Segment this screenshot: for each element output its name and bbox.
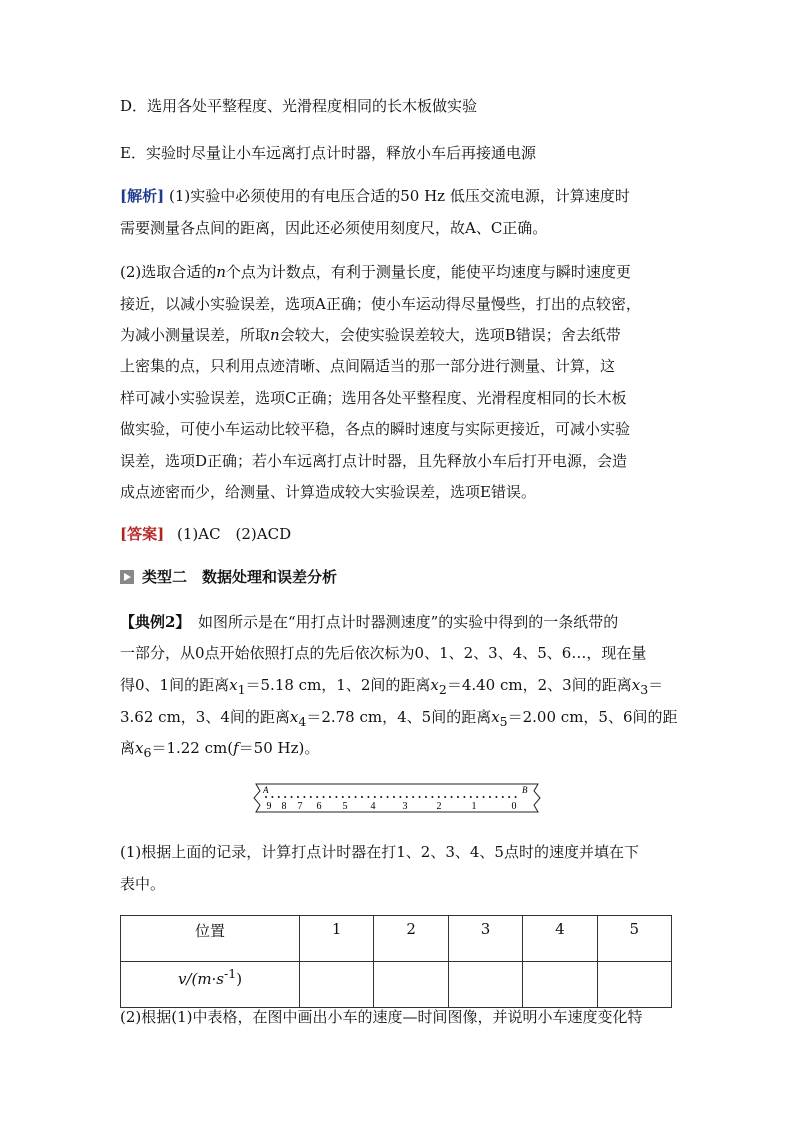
tape-number: 6: [316, 801, 322, 812]
analysis-line-2: 需要测量各点间的距离，因此还必须使用刻度尺，故A、C正确。: [120, 219, 548, 237]
tape-dot: [310, 796, 312, 798]
answer-line: [120, 524, 291, 544]
tape-dot: [387, 796, 389, 798]
velocity-table: [120, 915, 672, 1008]
tape-number: 5: [342, 801, 348, 812]
analysis-text-1a: (1)实验中必须使用的有电压合适的50 Hz 低压交流电源，计算速度时: [168, 187, 630, 205]
table-header-position: 位置: [121, 916, 300, 962]
tape-dot: [380, 796, 382, 798]
var-f: f: [233, 739, 239, 757]
tape-number: 8: [281, 801, 287, 812]
tape-number: 9: [266, 801, 272, 812]
tape-dot: [367, 796, 369, 798]
tape-dot: [271, 796, 273, 798]
tape-number: 7: [297, 801, 303, 812]
play-icon: [120, 570, 134, 584]
analysis-tag: [解析]: [120, 187, 165, 205]
example-5b: ＝1.22 cm(: [151, 739, 234, 757]
var-x2: x: [430, 676, 439, 694]
tape-label-a: A: [263, 785, 269, 795]
tape-dot: [297, 796, 299, 798]
analysis-line-8: 做实验，可使小车运动比较平稳，各点的瞬时速度与实际更接近，可减小实验: [120, 420, 631, 438]
var-n: n: [270, 326, 280, 344]
example-text-1: 如图所示是在“用打点计时器测速度”的实验中得到的一条纸带的: [182, 613, 619, 631]
example-tag: 【典例2】: [120, 613, 183, 631]
table-cell-pos-4: 4: [523, 916, 597, 962]
tape-dot: [451, 796, 453, 798]
sub-3: 3: [640, 682, 649, 697]
example-3c: ＝4.40 cm，2、3间的距离: [446, 676, 632, 694]
velocity-close: ): [236, 970, 243, 988]
example-line-1: [120, 612, 618, 632]
table-row: [121, 916, 672, 962]
question-1-line-2: 表中。: [120, 875, 166, 893]
tape-dot: [342, 796, 344, 798]
table-cell-v-3[interactable]: [448, 962, 522, 1008]
example-line-5: [120, 738, 319, 763]
tape-number: 2: [436, 801, 442, 812]
analysis-line-9: 误差，选项D正确；若小车远离打点计时器，且先释放小车后打开电源，会造: [120, 452, 628, 470]
analysis-line-5: [120, 325, 621, 345]
tape-dot: [515, 796, 517, 798]
tape-dot: [335, 796, 337, 798]
analysis-line-10: 成点迹密而少，给测量、计算造成较大实验误差，选项E错误。: [120, 483, 536, 501]
example-3b: ＝5.18 cm，1、2间的距离: [245, 676, 431, 694]
tape-dot: [419, 796, 421, 798]
table-cell-pos-3: 3: [448, 916, 522, 962]
example-4b: ＝2.78 cm，4、5间的距离: [306, 708, 492, 726]
tape-number: 3: [402, 801, 408, 812]
example-line-3: [120, 675, 663, 700]
answer-text: (1)AC (2)ACD: [176, 525, 292, 543]
var-x5: x: [491, 708, 500, 726]
tape-dot: [444, 796, 446, 798]
table-cell-v-4[interactable]: [523, 962, 597, 1008]
var-n: n: [216, 263, 226, 281]
tape-dot: [291, 796, 293, 798]
table-cell-v-5[interactable]: [597, 962, 671, 1008]
analysis-line-1: [120, 186, 630, 206]
tape-dot: [265, 796, 267, 798]
tape-dot: [508, 796, 510, 798]
tape-dot: [303, 796, 305, 798]
analysis-line-3: [120, 262, 631, 282]
tape-dot: [316, 796, 318, 798]
option-d: D．选用各处平整程度、光滑程度相同的长木板做实验: [120, 97, 478, 115]
tape-number: 1: [471, 801, 477, 812]
tape-dot: [278, 796, 280, 798]
tape-dot: [284, 796, 286, 798]
example-line-2: 一部分，从0点开始依照打点的先后依次标为0、1、2、3、4、5、6…，现在量: [120, 644, 647, 662]
var-x6: x: [135, 739, 144, 757]
tape-dot: [399, 796, 401, 798]
tape-dot: [425, 796, 427, 798]
sub-2: 2: [438, 682, 447, 697]
tape-dot: [361, 796, 363, 798]
tape-dot: [431, 796, 433, 798]
example-3a: 得0、1间的距离: [120, 676, 230, 694]
tape-dot: [355, 796, 357, 798]
tape-dot: [495, 796, 497, 798]
answer-tag: [答案]: [120, 525, 165, 543]
example-4c: ＝2.00 cm，5、6间的距: [507, 708, 678, 726]
analysis-2a-pre: (2)选取合适的: [120, 263, 217, 281]
section-title: 类型二 数据处理和误差分析: [142, 568, 338, 586]
tape-dot: [463, 796, 465, 798]
tape-dot: [329, 796, 331, 798]
sub-5: 5: [499, 714, 508, 729]
table-cell-pos-2: 2: [374, 916, 448, 962]
example-4a: 3.62 cm，3、4间的距离: [120, 708, 290, 726]
tape-label-b: B: [522, 785, 528, 795]
tape-dot: [412, 796, 414, 798]
analysis-2a-post: 个点为计数点，有利于测量长度，能使平均速度与瞬时速度更: [225, 263, 631, 281]
tape-dot: [457, 796, 459, 798]
tape-dot: [393, 796, 395, 798]
analysis-line-6: 上密集的点，只利用点迹清晰、点间隔适当的那一部分进行测量、计算，这: [120, 357, 616, 375]
example-5a: 离: [120, 739, 136, 757]
example-5c: ＝50 Hz)。: [238, 739, 320, 757]
tape-dot: [406, 796, 408, 798]
table-cell-v-1[interactable]: [300, 962, 374, 1008]
question-2-line: (2)根据(1)中表格，在图中画出小车的速度—时间图像，并说明小车速度变化特: [120, 1008, 643, 1026]
paper-tape-figure: [252, 782, 542, 814]
analysis-line-4: 接近，以减小实验误差，选项A正确；使小车运动得尽量慢些，打出的点较密，: [120, 295, 641, 313]
var-x4: x: [289, 708, 299, 726]
tape-dot: [438, 796, 440, 798]
tape-dot: [348, 796, 350, 798]
tape-number: 4: [370, 801, 376, 812]
analysis-2c-post: 会较大，会使实验误差较大，选项B错误；舍去纸带: [279, 326, 621, 344]
question-1-line-1: (1)根据上面的记录，计算打点计时器在打1、2、3、4、5点时的速度并填在下: [120, 843, 639, 861]
example-3d: ＝: [648, 676, 664, 694]
velocity-label: v/(m·s: [177, 970, 225, 988]
tape-dot: [476, 796, 478, 798]
tape-dot: [323, 796, 325, 798]
var-x1: x: [229, 676, 238, 694]
tape-dot: [374, 796, 376, 798]
tape-dot: [502, 796, 504, 798]
analysis-2c-pre: 为减小测量误差，所取: [120, 326, 271, 344]
table-header-velocity: [121, 962, 300, 1008]
tape-dot: [470, 796, 472, 798]
tape-number: 0: [511, 801, 517, 812]
analysis-line-7: 样可减小实验误差，选项C正确；选用各处平整程度、光滑程度相同的长木板: [120, 389, 627, 407]
velocity-exp: -1: [224, 966, 237, 981]
tape-dot: [489, 796, 491, 798]
table-cell-v-2[interactable]: [374, 962, 448, 1008]
tape-dot: [483, 796, 485, 798]
var-x3: x: [631, 676, 641, 694]
sub-4: 4: [298, 714, 307, 729]
sub-6: 6: [143, 745, 152, 760]
example-line-4: [120, 707, 678, 732]
table-row: [121, 962, 672, 1008]
table-cell-pos-1: 1: [300, 916, 374, 962]
option-e: E．实验时尽量让小车远离打点计时器，释放小车后再接通电源: [120, 144, 536, 162]
sub-1: 1: [237, 682, 246, 697]
table-cell-pos-5: 5: [597, 916, 671, 962]
